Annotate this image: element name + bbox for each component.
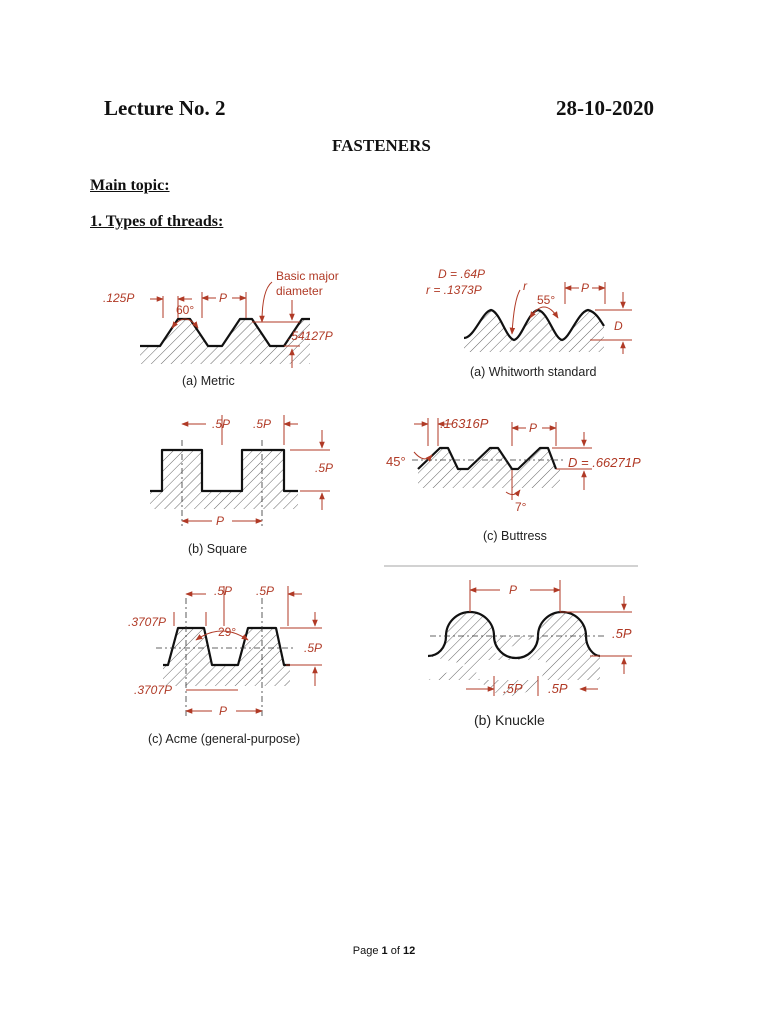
main-topic-heading: Main topic: bbox=[90, 177, 170, 194]
buttress-angle-a-label: 45° bbox=[386, 454, 406, 469]
metric-pitch-label: P bbox=[219, 291, 228, 305]
acme-flat-bottom-label: .3707P bbox=[134, 683, 173, 697]
metric-caption: (a) Metric bbox=[182, 374, 235, 388]
knuckle-thread-diagram bbox=[428, 580, 632, 728]
whitworth-pitch-label: P bbox=[581, 281, 590, 295]
square-hatch bbox=[150, 450, 298, 509]
square-caption: (b) Square bbox=[188, 542, 248, 556]
whitworth-thread-diagram bbox=[426, 267, 632, 379]
knuckle-half-b-label: .5P bbox=[548, 681, 568, 696]
acme-caption: (c) Acme (general-purpose) bbox=[148, 732, 301, 746]
whitworth-angle-label: 55° bbox=[537, 293, 556, 307]
lecture-number: Lecture No. 2 bbox=[104, 96, 226, 120]
square-thread-diagram bbox=[150, 415, 333, 556]
footer-page-number: 1 bbox=[381, 945, 388, 957]
whitworth-d-label: D bbox=[614, 319, 623, 333]
page-title: FASTENERS bbox=[332, 136, 431, 155]
footer-page-total: 12 bbox=[402, 945, 416, 957]
buttress-thread-diagram bbox=[386, 416, 641, 543]
square-depth-label: .5P bbox=[315, 461, 334, 475]
footer-of: of bbox=[387, 945, 403, 957]
metric-thread-diagram bbox=[103, 269, 339, 388]
whitworth-r-label: r bbox=[523, 279, 527, 293]
metric-pitch-offset-label: .125P bbox=[103, 291, 135, 305]
acme-depth-label: .5P bbox=[304, 641, 323, 655]
whitworth-r-formula-label: r = .1373P bbox=[426, 283, 482, 297]
buttress-pitch-label: P bbox=[529, 421, 538, 435]
metric-depth-label: .54127P bbox=[288, 329, 333, 343]
acme-flat-top-label: .3707P bbox=[128, 615, 167, 629]
acme-pitch-label: P bbox=[219, 704, 228, 718]
square-pitch-label: P bbox=[216, 514, 225, 528]
lecture-date: 28-10-2020 bbox=[556, 96, 654, 120]
acme-angle-label: 29° bbox=[218, 625, 237, 639]
buttress-caption: (c) Buttress bbox=[483, 529, 547, 543]
knuckle-half-a-label: .5P bbox=[503, 681, 523, 696]
buttress-hatch bbox=[418, 448, 560, 488]
whitworth-caption: (a) Whitworth standard bbox=[470, 365, 597, 379]
footer-prefix: Page bbox=[352, 945, 382, 957]
whitworth-d-formula-label: D = .64P bbox=[438, 267, 486, 281]
metric-diameter-label: diameter bbox=[276, 284, 323, 298]
section-heading: 1. Types of threads: bbox=[90, 213, 224, 230]
knuckle-pitch-label: P bbox=[509, 583, 518, 597]
square-half-a-label: .5P bbox=[212, 417, 231, 431]
buttress-angle-b-label: 7° bbox=[515, 500, 527, 514]
knuckle-depth-label: .5P bbox=[612, 626, 632, 641]
metric-basic-major-label: Basic major bbox=[276, 269, 339, 283]
acme-thread-diagram bbox=[128, 584, 322, 746]
acme-half-a-label: .5P bbox=[214, 584, 233, 598]
buttress-depth-label: D = .66271P bbox=[568, 455, 641, 470]
knuckle-caption: (b) Knuckle bbox=[474, 712, 545, 728]
acme-half-b-label: .5P bbox=[256, 584, 275, 598]
metric-angle-label: 60° bbox=[176, 303, 195, 317]
page-footer bbox=[0, 945, 768, 957]
buttress-flat-label: .16316P bbox=[440, 416, 489, 431]
square-half-b-label: .5P bbox=[253, 417, 272, 431]
